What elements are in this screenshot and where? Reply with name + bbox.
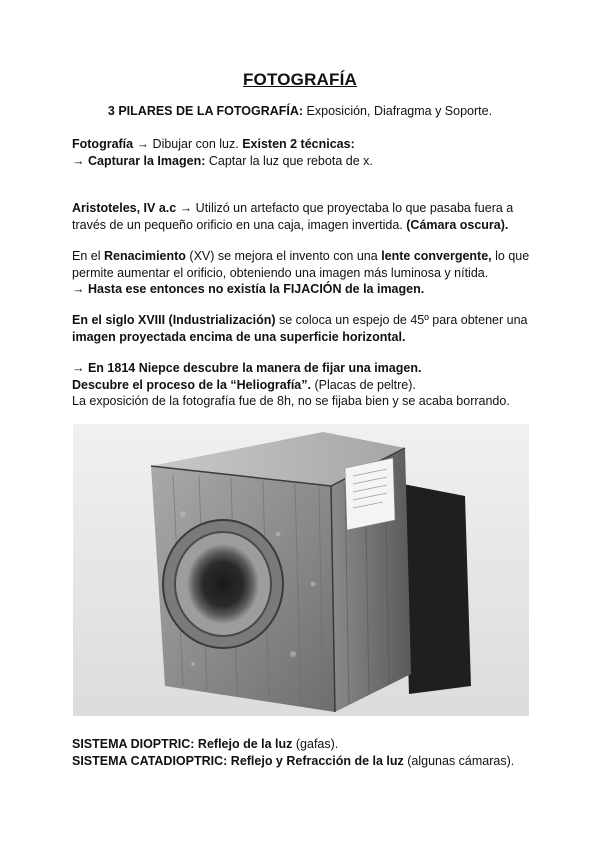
fijacion-note <box>72 281 532 298</box>
camera-photo <box>73 424 529 716</box>
page-title: FOTOGRAFÍA <box>242 70 358 89</box>
heliografia-term: Descubre el proceso de la “Heliografía”. <box>72 377 311 392</box>
subtitle-rest: Exposición, Diafragma y Soporte. <box>303 104 493 118</box>
dioptric-text: (gafas). <box>292 737 339 751</box>
subtitle <box>0 104 600 118</box>
paragraph-renacimiento <box>72 248 532 298</box>
renacimiento-text-2: (XV) se mejora el invento con una <box>185 249 382 263</box>
renacimiento-term: Renacimiento <box>103 249 186 263</box>
fotografia-line-2 <box>72 153 532 170</box>
capture-definition: Captar la luz que rebota de x. <box>205 153 373 168</box>
renacimiento-text-3: lo que permite aumentar el orificio, obteniendo una imagen más luminosa y nítida. <box>72 249 530 280</box>
niepce-line-1 <box>72 360 532 377</box>
sistema-dioptric <box>72 736 572 753</box>
catadioptric-term: SISTEMA CATADIOPTRIC: Reflejo y Refracción de la luz <box>72 753 404 768</box>
paragraph-siglo-xviii <box>72 312 532 345</box>
lente-convergente-term: lente convergente, <box>381 249 492 263</box>
paper-label <box>345 458 395 530</box>
heliografia-text: (Placas de peltre). <box>310 377 416 392</box>
camara-oscura-term: (Cámara oscura). <box>406 217 509 232</box>
niepce-line-2 <box>72 377 532 394</box>
siglo-xviii-term: En el siglo XVIII (Industrialización) <box>72 313 276 327</box>
sistema-catadioptric <box>72 753 572 770</box>
subtitle-bold: 3 PILARES DE LA FOTOGRAFÍA: <box>107 104 304 118</box>
camera-obscura-illustration <box>73 424 529 716</box>
side-shadow <box>403 484 471 694</box>
siglo-xviii-text: se coloca un espejo de 45º para obtener una <box>275 313 528 327</box>
dioptric-term: SISTEMA DIOPTRIC: Reflejo de la luz <box>72 737 293 751</box>
aristoteles-text: → Utilizó un artefacto que proyectaba lo que pasaba fuera a través de un pequeño orificio en una caja, imagen invertida. <box>72 201 514 232</box>
niepce-term: → En 1814 Niepce descubre la manera de fijar una imagen. <box>72 361 422 375</box>
fotografia-definition: → Dibujar con luz. <box>133 137 243 151</box>
paragraph-sistemas <box>72 736 572 769</box>
niepce-line-3: La exposición de la fotografía fue de 8h, no se fijaba bien y se acaba borrando. <box>72 394 510 408</box>
paragraph-fotografia <box>72 136 532 169</box>
fotografia-techniques: Existen 2 técnicas: <box>242 137 355 151</box>
aristoteles-term: Aristoteles, IV a.c <box>72 201 177 215</box>
renacimiento-text-1: En el <box>72 249 104 263</box>
paragraph-aristoteles <box>72 200 532 233</box>
superficie-horizontal-term: imagen proyectada encima de una superficie horizontal. <box>72 329 406 344</box>
fotografia-term: Fotografía <box>72 137 134 151</box>
capture-term: → Capturar la Imagen: <box>72 153 206 168</box>
paragraph-niepce <box>72 360 532 410</box>
fotografia-line-1 <box>72 136 532 153</box>
fijacion-text: → Hasta ese entonces no existía la FIJACIÓN de la imagen. <box>72 282 425 296</box>
catadioptric-text: (algunas cámaras). <box>403 753 515 768</box>
lens-icon <box>187 544 259 624</box>
